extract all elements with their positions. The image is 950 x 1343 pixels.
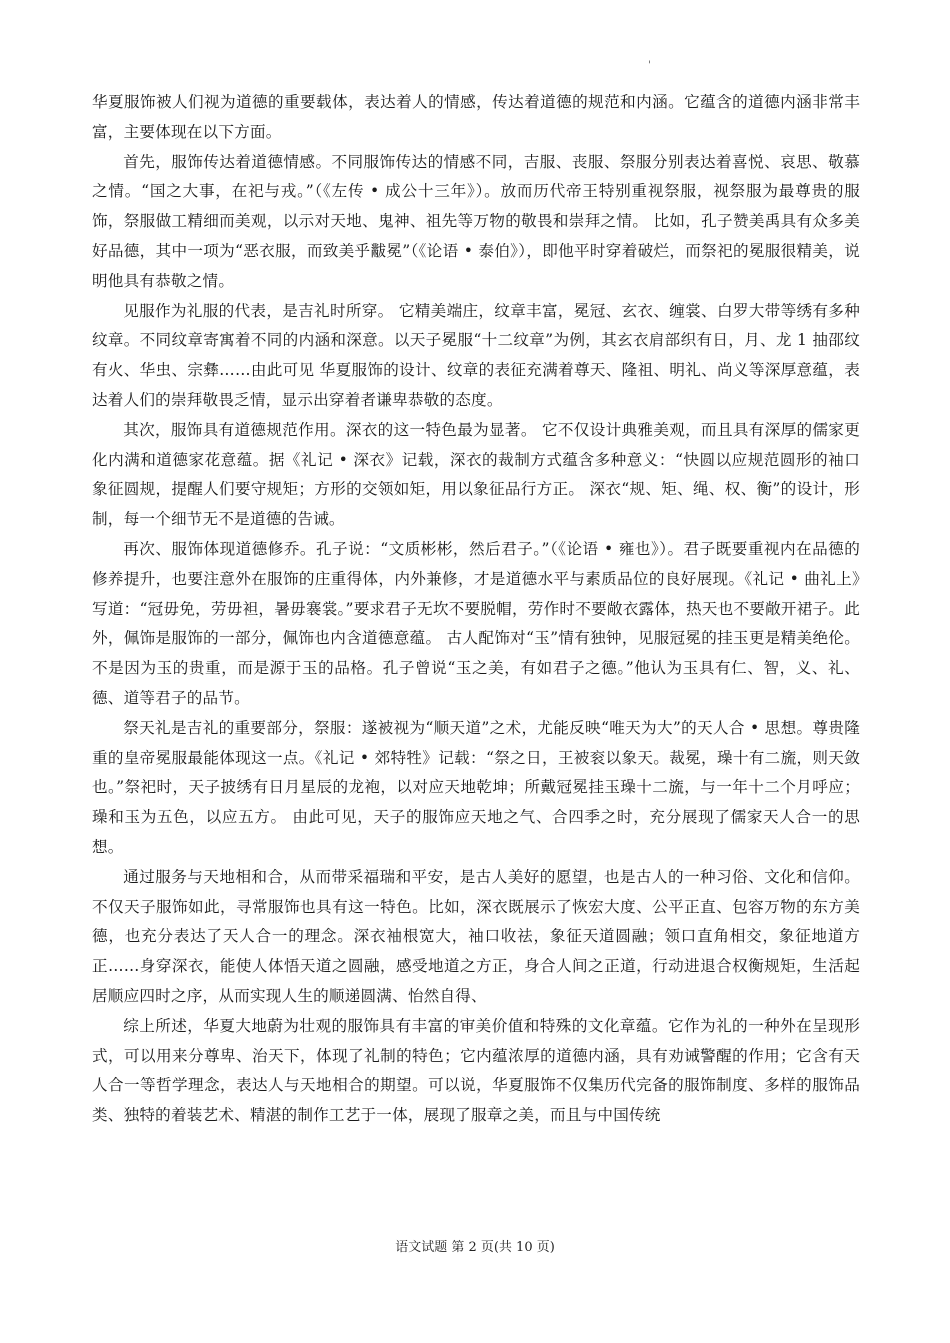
paragraph-heaven-ritual: 祭天礼是吉礼的重要部分，祭服：遂被视为“顺天道”之术，尤能反映“唯天为大”的天人合 • 思想。尊贵隆重的皇帝冕服最能体现这一点。《礼记 • 郊特牲》记载：“祭之日，王被衮以象天。裁冕，璪十有二旒，则天敛也。”祭祀时，天子披绣有日月星辰的龙袍，以对应天地乾坤；所戴冠冕挂玉璪十二旒，与一年十二个月呼应；璪和玉为五色，以应五方。 由此可见，天子的服饰应天地之气、合四季之时，充分展现了儒家天人合一的思想。 (92, 718, 860, 856)
paragraph-emotion: 首先，服饰传达着道德情感。不同服饰传达的情感不同，吉服、丧服、祭服分别表达着喜悦、哀思、敬慕之情。“国之大事，在祀与戎。”（《左传 • 成公十三年》）。放而历代帝王特别重视祭服，视祭服为最尊贵的服饰，祭服做工精细而美观，以示对天地、鬼神、祖先等万物的敬畏和崇拜之情。 比如，孔子赞美禹具有众多美好品德，其中一项为“恶衣服，而致美乎黻冕”（《论语 • 泰伯》），即他平时穿着破烂，而祭祀的冕服很精美，说明他具有恭敬之情。 (92, 152, 860, 290)
paragraph-ceremonial-dress: 见服作为礼服的代表，是吉礼时所穿。 它精美端庄，纹章丰富，冕冠、玄衣、缠裳、白罗大带等绣有多种纹章。不同纹章寄寓着不同的内涵和深意。以天子冕服“十二纹章”为例，其玄衣肩部织有日，月、龙 1 抽邵纹有火、华虫、宗彝……由此可见 华夏服饰的设计、纹章的表征充满着尊天、隆祖、明礼、尚义等深厚意蕴，表达着人们的崇拜敬畏乏情，显示出穿着者谦卑恭敬的态度。 (92, 301, 860, 409)
paragraph-intro: 华夏服饰被人们视为道德的重要载体，表达着人的情感，传达着道德的规范和内涵。它蕴含的道德内涵非常丰富，主要体现在以下方面。 (92, 93, 860, 141)
article-body (92, 88, 860, 1131)
page-footer: 语文试题 第 2 页(共 10 页) (395, 1240, 555, 1255)
paragraph-norms: 其次，服饰具有道德规范作用。深衣的这一特色最为显著。 它不仅设计典雅美观，而且具有深厚的儒家更化内满和道德家花意蕴。据《礼记 • 深衣》记载，深衣的裁制方式蕴含多种意义：“快圆以应规范圆形的袖口象征圆规，提醒人们要守规矩；方形的交领如矩，用以象征品行方正。 深衣“规、矩、绳、权、衡”的设计，形制，每一个细节无不是道德的告诫。 (92, 420, 860, 529)
scan-mark: ' (648, 60, 651, 71)
paragraph-harmony: 通过服务与天地相和合，从而带采福瑞和平安，是古人美好的愿望，也是古人的一种习俗、文化和信仰。不仅天子服饰如此，寻常服饰也具有这一特色。比如，深衣既展示了恢宏大度、公平正直、包容万物的东方美德，也充分表达了天人合一的理念。深衣袖根宽大，袖口收祛，象征天道圆融；领口直角相交，象征地道方正……身穿深衣，能使人体悟天道之圆融，感受地道之方正，身合人间之正道，行动进退合权衡规矩，生活起居顺应四时之序，从而实现人生的顺递圆满、怡然自得、 (92, 867, 860, 1005)
paragraph-summary: 综上所述，华夏大地蔚为壮观的服饰具有丰富的审美价值和特殊的文化章蕴。它作为礼的一种外在呈现形式，可以用来分尊卑、治天下，体现了礼制的特色；它内蕴浓厚的道德内涵，具有劝诫警醒的作用；它含有天人合一等哲学理念，表达人与天地相合的期望。可以说，华夏服饰不仅集历代完备的服饰制度、多样的服饰品类、独特的着装艺术、精湛的制作工艺于一体，展现了服章之美，而且与中国传统 (92, 1016, 860, 1125)
paragraph-cultivation: 再次、服饰体现道德修乔。孔子说：“文质彬彬，然后君子。”（《论语 • 雍也》）。君子既要重视内在品德的修养提升，也要注意外在服饰的庄重得体，内外兼修，才是道德水平与素质品位的良好展现。《礼记 • 曲礼上》写道：“冠毋免，劳毋袒，暑毋褰裳。”要求君子无坎不要脱帽，劳作时不要敞衣露体，热天也不要敞开裙子。此外，佩饰是服饰的一部分，佩饰也内含道德意蕴。 古人配饰对“玉”情有独钟，见服冠冕的挂玉更是精美绝伦。不是因为玉的贵重，而是源于玉的品格。孔子曾说“玉之美，有如君子之德。”他认为玉具有仁、智，义、礼、德、道等君子的品节。 (92, 539, 860, 707)
